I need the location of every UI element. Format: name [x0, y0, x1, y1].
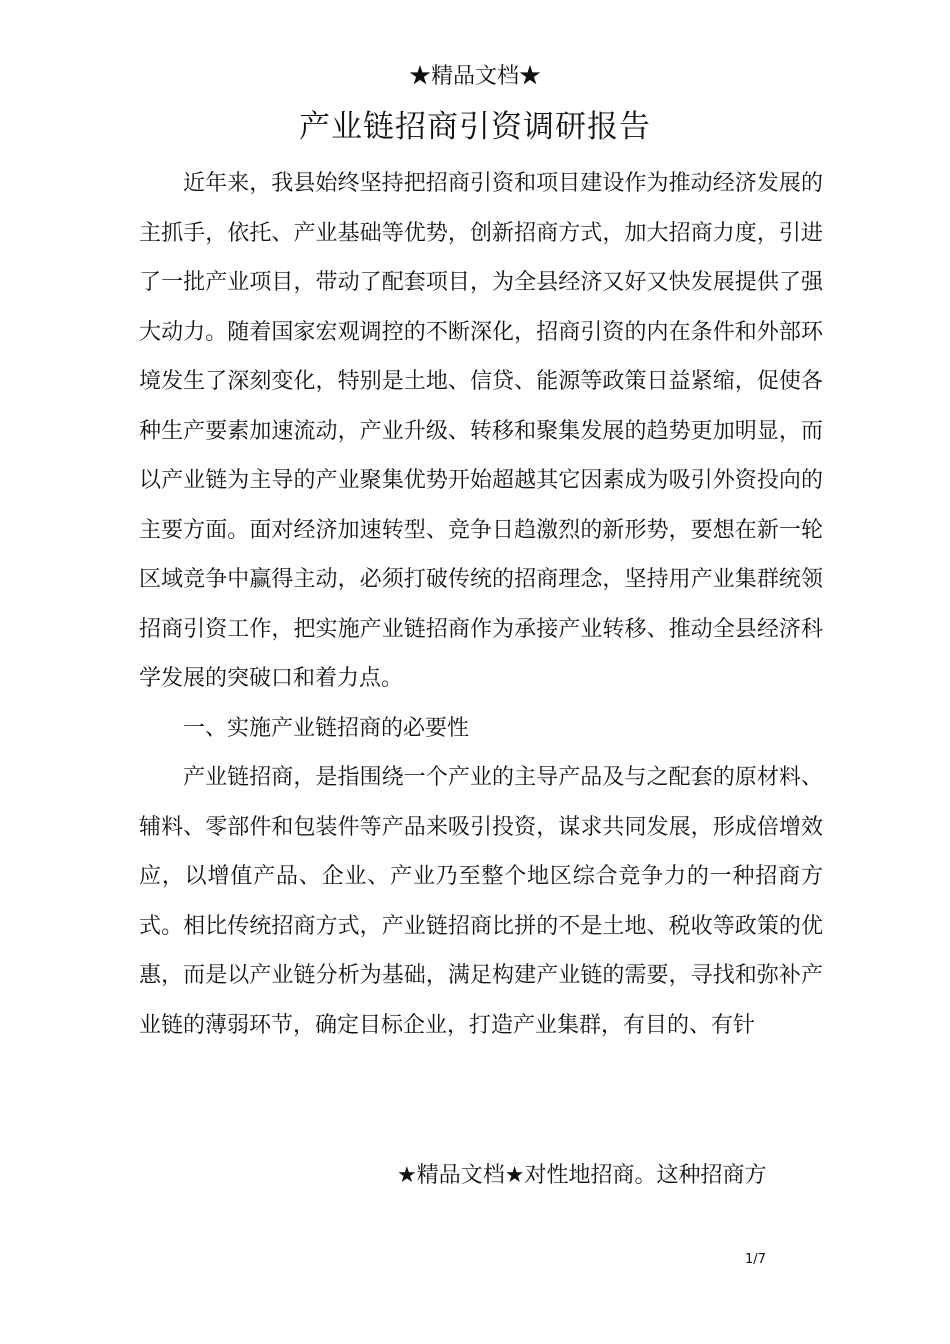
document-title: 产业链招商引资调研报告	[299, 109, 651, 145]
page-number: 1/7	[745, 1252, 766, 1267]
section-paragraph: 产业链招商，是指围绕一个产业的主导产品及与之配套的原材料、辅料、零部件和包装件等产品来吸引投资，谋求共同发展，形成倍增效应，以增值产品、企业、产业乃至整个地区综合竞争力的一种招商方式。相比传统招商方式，产业链招商比拼的不是土地、税收等政策的优惠，而是以产业链分析为基础，满足构建产业链的需要，寻找和弥补产业链的薄弱环节，确定目标企业，打造产业集群，有目的、有针	[139, 765, 823, 1038]
page-footer-text: ★精品文档★对性地招商。这种招商方	[397, 1163, 767, 1188]
document-header: ★精品文档★	[408, 64, 541, 89]
intro-paragraph: 近年来，我县始终坚持把招商引资和项目建设作为推动经济发展的主抓手，依托、产业基础等优势，创新招商方式，加大招商力度，引进了一批产业项目，带动了配套项目，为全县经济又好又快发展提供了强大动力。随着国家宏观调控的不断深化，招商引资的内在条件和外部环境发生了深刻变化，特别是土地、信贷、能源等政策日益紧缩，促使各种生产要素加速流动，产业升级、转移和聚集发展的趋势更加明显，而以产业链为主导的产业聚集优势开始超越其它因素成为吸引外资投向的主要方面。面对经济加速转型、竞争日趋激烈的新形势，要想在新一轮区域竞争中赢得主动，必须打破传统的招商理念，坚持用产业集群统领招商引资工作，把实施产业链招商作为承接产业转移、推动全县经济科学发展的突破口和着力点。	[139, 171, 823, 691]
document-body	[139, 159, 823, 1050]
section-heading: 一、实施产业链招商的必要性	[183, 715, 470, 741]
